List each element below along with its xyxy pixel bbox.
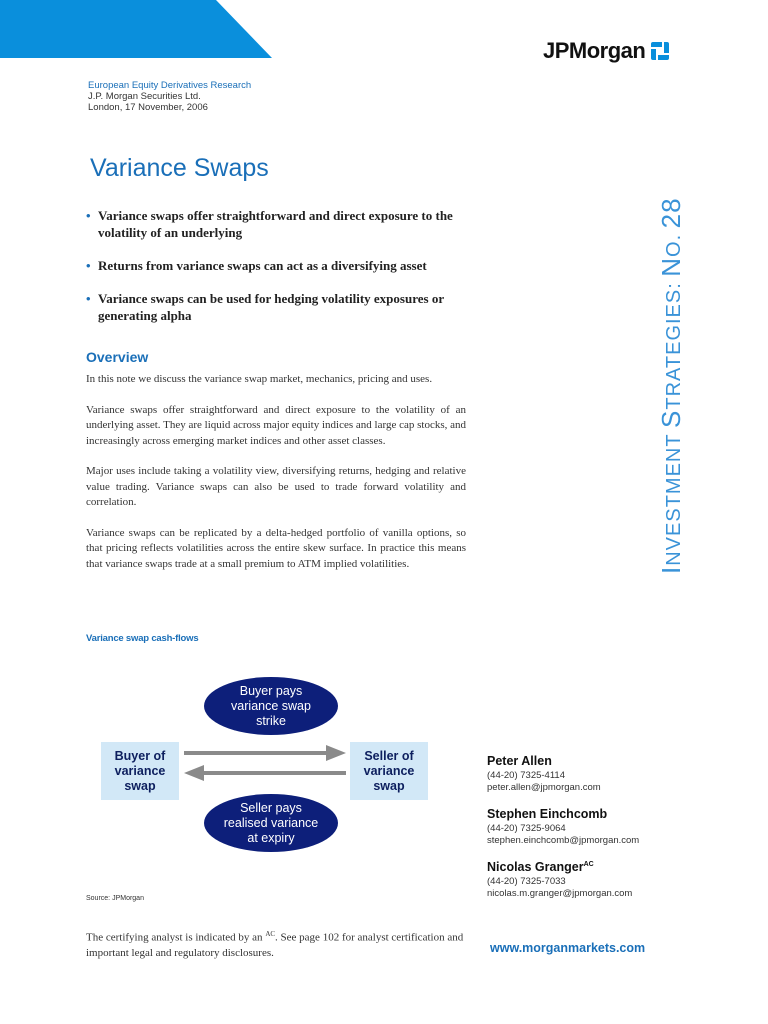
contact-phone: (44-20) 7325-4114 <box>487 770 565 782</box>
contact-phone: (44-20) 7325-9064 <box>487 823 566 835</box>
octagon-logo-icon <box>650 41 670 61</box>
contact-name: Peter Allen <box>487 754 552 769</box>
contact-card <box>487 856 639 900</box>
body-paragraph: Variance swaps can be replicated by a delta-hedged portfolio of vanilla options, so that pricing reflects volatilities across the entire skew surface. In practice this means that variance swaps trade at a small premium to ATM implied volatilities. <box>86 526 466 570</box>
figure-source: Source: JPMorgan <box>86 895 144 902</box>
department-label: European Equity Derivatives Research <box>88 80 252 91</box>
certification-note: The certifying analyst is indicated by an $^{AC}$. See page 102 for analyst certification and important legal and regulatory disclosures. <box>86 930 464 960</box>
key-point: • Variance swaps can be used for hedging volatility exposures or generating alpha <box>86 291 444 323</box>
key-point: • Variance swaps offer straightforward and direct exposure to the volatility of an underlying <box>86 208 453 240</box>
logo-wordmark: JPMorgan <box>543 38 646 63</box>
key-points-list <box>86 207 468 340</box>
body-paragraph: Variance swaps offer straightforward and direct exposure to the volatility of an underlying asset. They are liquid across major equity indices and large cap stocks, and increasingly across emerging market indices and other asset classes. <box>86 403 466 447</box>
right-arrow-icon <box>184 745 346 761</box>
buyer-pays-ellipse: Buyer pays variance swap strike <box>204 677 338 735</box>
contact-name: Stephen Einchcomb <box>487 807 608 822</box>
bullet-icon: • <box>86 258 91 273</box>
website-link[interactable]: www.morganmarkets.com <box>490 941 646 955</box>
cash-flow-arrows <box>180 741 350 785</box>
contact-card <box>487 750 639 794</box>
contact-email[interactable]: peter.allen@jpmorgan.com <box>487 782 601 794</box>
ac-mark: AC <box>265 930 276 938</box>
overview-body <box>86 372 466 587</box>
header-banner <box>0 0 272 58</box>
analyst-contacts <box>487 750 639 909</box>
series-title: INVESTMENT STRATEGIES: NO. 28 <box>656 197 686 574</box>
location-date-label: London, 17 November, 2006 <box>88 102 208 113</box>
key-point: • Returns from variance swaps can act as a diversifying asset <box>86 258 427 273</box>
bullet-icon: • <box>86 208 91 223</box>
contact-card <box>487 803 639 847</box>
report-header <box>88 80 251 113</box>
company-label: J.P. Morgan Securities Ltd. <box>88 91 201 102</box>
overview-heading: Overview <box>86 349 149 365</box>
figure-title: Variance swap cash-flows <box>86 633 199 644</box>
contact-email[interactable]: nicolas.m.granger@jpmorgan.com <box>487 888 633 900</box>
seller-pays-ellipse: Seller pays realised variance at expiry <box>204 794 338 852</box>
body-paragraph: Major uses include taking a volatility view, diversifying returns, hedging and relative value trading. Variance swaps can also be used to trade forward volatility and correlation. <box>86 465 466 508</box>
left-arrow-icon <box>184 765 346 781</box>
buyer-box: Buyer of variance swap <box>101 742 179 800</box>
contact-name: Nicolas Granger$^{AC}$ <box>487 860 594 875</box>
body-paragraph: In this note we discuss the variance swap market, mechanics, pricing and uses. <box>86 373 433 385</box>
bullet-icon: • <box>86 291 91 306</box>
jpmorgan-logo <box>543 38 670 64</box>
series-number: 28 <box>656 197 686 229</box>
contact-email[interactable]: stephen.einchcomb@jpmorgan.com <box>487 835 640 847</box>
page-title: Variance Swaps <box>90 154 269 182</box>
contact-phone: (44-20) 7325-7033 <box>487 876 566 888</box>
seller-box: Seller of variance swap <box>350 742 428 800</box>
